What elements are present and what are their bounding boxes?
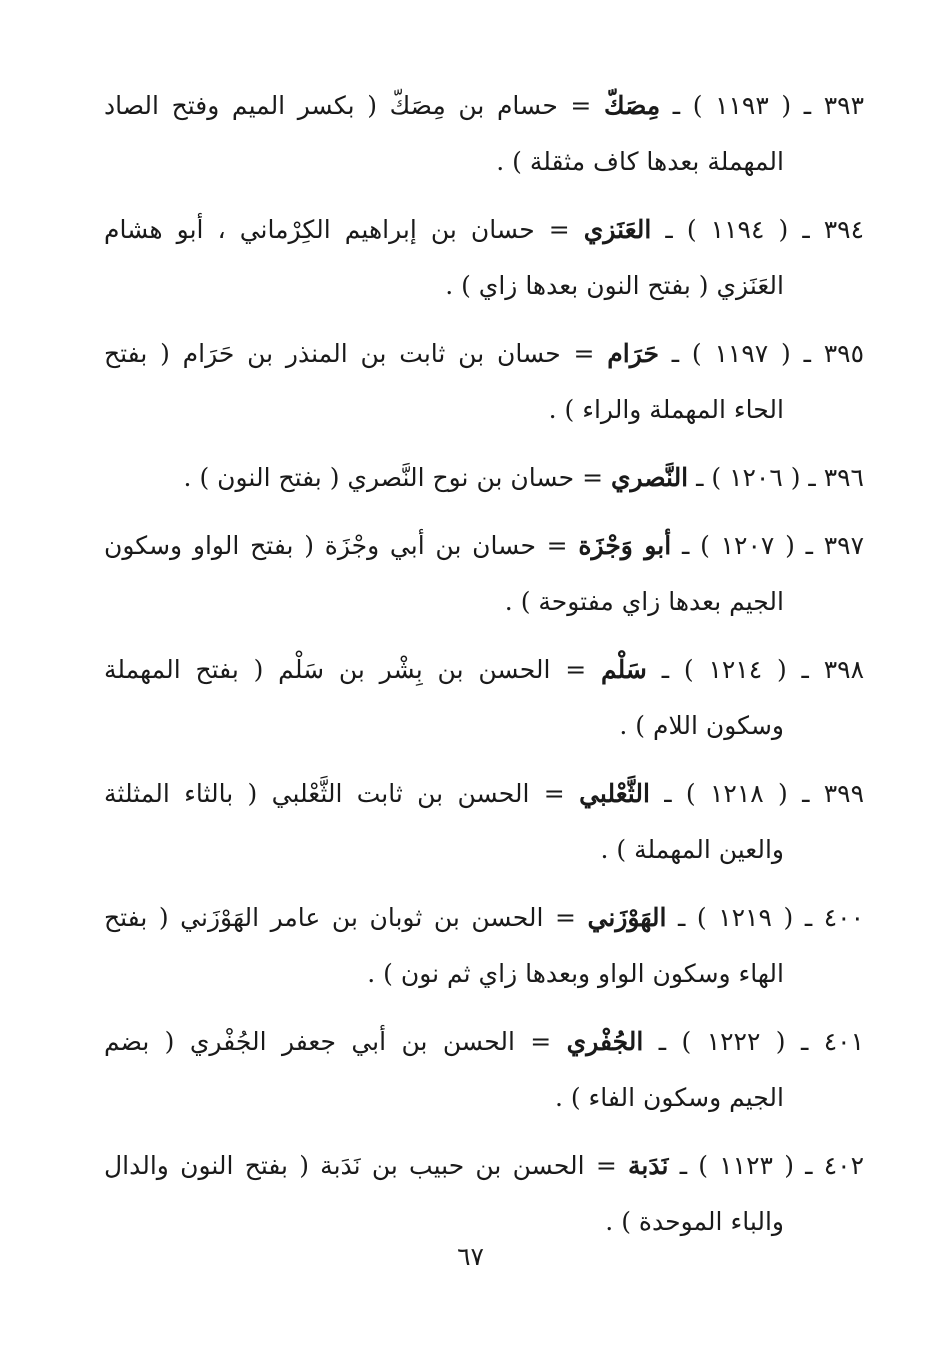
entry-395 bbox=[104, 326, 864, 438]
entry-first-line: ٤٠٠ ـ ( ١٢١٩ ) ـ الهَوْزَني = الحسن بن ثوبان بن عامر الهَوْزَني ( بفتح bbox=[104, 903, 865, 932]
entry-number: ٣٩٤ bbox=[823, 215, 865, 244]
entry-text: = حسان بن إبراهيم الكِرْماني ، أبو هشام bbox=[104, 215, 570, 244]
entry-first-line: ٣٩٥ ـ ( ١١٩٧ ) ـ حَرَام = حسان بن ثابت بن المنذر بن حَرَام ( بفتح bbox=[104, 339, 865, 368]
entry-text: = حسام بن مِصَكّ ( بكسر الميم وفتح الصاد bbox=[104, 91, 592, 120]
entry-first-line: ٣٩٩ ـ ( ١٢١٨ ) ـ الثَّعْلبي = الحسن بن ثابت الثَّعْلبي ( بالثاء المثلثة bbox=[104, 779, 865, 808]
entry-name: أبو وَجْزَة bbox=[578, 531, 672, 560]
entry-continuation: والباء الموحدة ) . bbox=[605, 1207, 784, 1236]
entry-number: ٣٩٨ bbox=[823, 655, 865, 684]
entry-continuation: الجيم بعدها زاي مفتوحة ) . bbox=[504, 587, 784, 616]
entry-number: ٣٩٦ bbox=[823, 463, 864, 492]
entry-reference: ( ١١٩٤ ) bbox=[686, 215, 789, 244]
entry-393 bbox=[104, 78, 864, 190]
entry-number: ٤٠١ bbox=[823, 1027, 865, 1056]
entry-401 bbox=[104, 1014, 864, 1126]
entry-reference: ( ١٢١٨ ) bbox=[685, 779, 788, 808]
entry-396 bbox=[104, 450, 864, 506]
entry-name: سَلْم bbox=[601, 655, 647, 684]
entries-list bbox=[104, 78, 864, 1262]
entry-name: نَدَبة bbox=[628, 1151, 669, 1180]
entry-number: ٣٩٥ bbox=[823, 339, 865, 368]
entry-first-line: ٣٩٦ ـ ( ١٢٠٦ ) ـ النَّصري = حسان بن نوح النَّصري ( بفتح النون ) . bbox=[183, 463, 864, 492]
entry-text: = الحسن بن ثابت الثَّعْلبي ( بالثاء المثلثة bbox=[104, 779, 565, 808]
entry-number: ٣٩٧ bbox=[823, 531, 865, 560]
entry-name: حَرَام bbox=[607, 339, 659, 368]
entry-number: ٣٩٣ bbox=[823, 91, 865, 120]
entry-394 bbox=[104, 202, 864, 314]
entry-first-line: ٤٠١ ـ ( ١٢٢٢ ) ـ الجُفْري = الحسن بن أبي جعفر الجُفْري ( بضم bbox=[104, 1027, 865, 1056]
entry-text: = الحسن بن بِشْر بن سَلْم ( بفتح المهملة bbox=[104, 655, 587, 684]
entry-reference: ( ١١٩٣ ) bbox=[692, 91, 792, 120]
entry-name: العَنَزي bbox=[583, 215, 652, 244]
entry-continuation: الجيم وسكون الفاء ) . bbox=[554, 1083, 784, 1112]
entry-402 bbox=[104, 1138, 864, 1250]
entry-reference: ( ١٢٠٧ ) bbox=[700, 531, 795, 560]
entry-first-line: ٤٠٢ ـ ( ١١٢٣ ) ـ نَدَبة = الحسن بن حبيب بن نَدَبة ( بفتح النون والدال bbox=[104, 1151, 865, 1180]
entry-first-line: ٣٩٤ ـ ( ١١٩٤ ) ـ العَنَزي = حسان بن إبراهيم الكِرْماني ، أبو هشام bbox=[104, 215, 865, 244]
entry-398 bbox=[104, 642, 864, 754]
entry-first-line: ٣٩٨ ـ ( ١٢١٤ ) ـ سَلْم = الحسن بن بِشْر بن سَلْم ( بفتح المهملة bbox=[104, 655, 865, 684]
entry-reference: ( ١١٩٧ ) bbox=[691, 339, 791, 368]
entry-reference: ( ١٢١٤ ) bbox=[683, 655, 787, 684]
entry-name: الهَوْزَني bbox=[587, 903, 667, 932]
entry-continuation: وسكون اللام ) . bbox=[619, 711, 784, 740]
entry-text: = حسان بن نوح النَّصري ( بفتح النون ) . bbox=[183, 463, 604, 492]
entry-397 bbox=[104, 518, 864, 630]
entry-name: الثَّعْلبي bbox=[579, 779, 650, 808]
entry-name: النَّصري bbox=[610, 463, 689, 492]
entry-continuation: والعين المهملة ) . bbox=[600, 835, 784, 864]
entry-text: = حسان بن أبي وجْزَة ( بفتح الواو وسكون bbox=[104, 531, 568, 560]
entry-name: مِصَكّ bbox=[604, 91, 661, 120]
entry-400 bbox=[104, 890, 864, 1002]
entry-continuation: العَنَزي ( بفتح النون بعدها زاي ) . bbox=[445, 271, 784, 300]
entry-text: = الحسن بن ثوبان بن عامر الهَوْزَني ( بفتح bbox=[104, 903, 576, 932]
entry-reference: ( ١٢١٩ ) bbox=[696, 903, 794, 932]
entry-text: = الحسن بن حبيب بن نَدَبة ( بفتح النون والدال bbox=[104, 1151, 617, 1180]
entry-reference: ( ١١٢٣ ) bbox=[698, 1151, 794, 1180]
entry-continuation: الهاء وسكون الواو وبعدها زاي ثم نون ) . bbox=[367, 959, 784, 988]
entry-continuation: المهملة بعدها كاف مثقلة ) . bbox=[496, 147, 784, 176]
entry-first-line: ٣٩٧ ـ ( ١٢٠٧ ) ـ أبو وَجْزَة = حسان بن أبي وجْزَة ( بفتح الواو وسكون bbox=[104, 531, 865, 560]
entry-reference: ( ١٢٢٢ ) bbox=[681, 1027, 786, 1056]
page-number: ٦٧ bbox=[457, 1242, 484, 1271]
entry-399 bbox=[104, 766, 864, 878]
entry-first-line: ٣٩٣ ـ ( ١١٩٣ ) ـ مِصَكّ = حسام بن مِصَكّ ( بكسر الميم وفتح الصاد bbox=[104, 91, 865, 120]
entry-continuation: الحاء المهملة والراء ) . bbox=[548, 395, 784, 424]
entry-name: الجُفْري bbox=[566, 1027, 644, 1056]
entry-text: = حسان بن ثابت بن المنذر بن حَرَام ( بفتح bbox=[104, 339, 595, 368]
entry-number: ٣٩٩ bbox=[823, 779, 865, 808]
entry-number: ٤٠٢ bbox=[823, 1151, 865, 1180]
entry-number: ٤٠٠ bbox=[823, 903, 865, 932]
entry-text: = الحسن بن أبي جعفر الجُفْري ( بضم bbox=[104, 1027, 552, 1056]
entry-reference: ( ١٢٠٦ ) bbox=[711, 463, 801, 492]
